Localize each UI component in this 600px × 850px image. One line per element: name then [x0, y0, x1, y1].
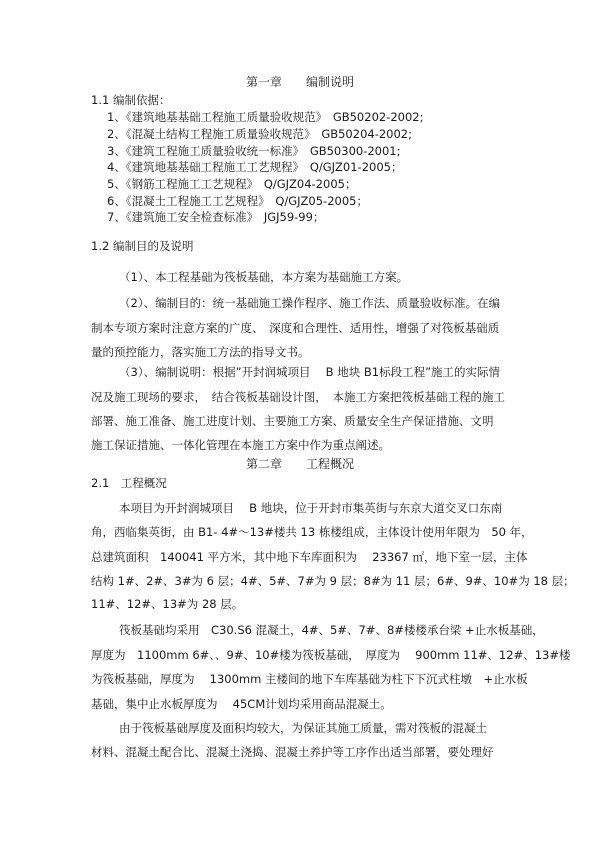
section-2-1-heading: 2.1 工程概况	[91, 476, 167, 490]
section-1-1-heading: 1.1 编制依据：	[91, 93, 171, 107]
reference-item: 3、《建筑工程施工质量验收统一标准》 GB50300-2001;	[107, 144, 401, 158]
text-line: 结构 1#、2#、3#为 6 层；4#、5#、7#为 9 层；8#为 11 层；6#、9#、10#为 18 层；	[91, 574, 575, 588]
text-line: 由于筏板基础厚度及面积均较大，为保证其施工质量，需对筏板的混凝土	[119, 721, 487, 735]
text-line: （3）、编制说明：根据”开封润城项目 B 地块 B1标段工程”施工的实际情	[119, 365, 501, 379]
text-line: 基础，集中止水板厚度为 45CM计划均采用商品混凝土。	[91, 697, 392, 711]
text-line: 材料、混凝土配合比、混凝土浇捣、混凝土养护等工序作出适当部署，要处理好	[91, 745, 494, 759]
text-line: 本项目为开封润城项目 B 地块，位于开封市集英街与东京大道交叉口东南	[119, 501, 503, 515]
reference-item: 6、《混凝土工程施工工艺规程》 Q/GJZ05-2005；	[107, 194, 368, 208]
chapter-2-title: 第二章 工程概况	[245, 457, 354, 471]
text-line: 11#、12#、13#为 28 层。	[91, 597, 244, 611]
text-line: 况及施工现场的要求， 结合筏板基础设计图， 本施工方案把筏板基础工程的施工	[91, 390, 505, 404]
reference-item: 7、《建筑施工安全检查标准》 JGJ59-99；	[107, 210, 325, 224]
text-line: 施工保证措施、一体化管理在本施工方案中作为重点阐述。	[91, 438, 390, 452]
reference-item: 1、《建筑地基基础工程施工质量验收规范》 GB50202-2002;	[107, 110, 424, 124]
text-line: 厚度为 1100mm 6#、、9#、10#楼为筏板基础， 厚度为 900mm 11#、12#、13#楼	[91, 648, 571, 662]
text-line: 部署、施工准备、施工进度计划、主要施工方案、质量安全生产保证措施、文明	[91, 414, 494, 428]
text-line: （2）、编制目的：统一基础施工操作程序、施工作法、质量验收标准。在编	[119, 296, 501, 310]
text-line: 筏板基础均采用 C30.S6 混凝土，4#、5#、7#、8#楼楼承台梁 +止水板基础，	[119, 623, 544, 637]
item-1-paragraph: （1）、本工程基础为筏板基础，本方案为基础施工方案。	[119, 270, 409, 284]
text-line: 量的预控能力，落实施工方法的指导文书。	[91, 345, 310, 359]
text-line: 总建筑面积 140041 平方米，其中地下车库面积为 23367 ㎡，地下室一层，主体	[91, 550, 528, 564]
chapter-1-title: 第一章 编制说明	[245, 75, 354, 89]
text-line: 为筏板基础，厚度为 1300mm 主楼间的地下车库基础为柱下下沉式柱墩 +止水板	[91, 672, 528, 686]
section-1-2-heading: 1.2 编制目的及说明	[91, 239, 194, 253]
reference-item: 2、《混凝土结构工程施工质量验收规范》 GB50204-2002;	[107, 127, 412, 141]
text-line: 制本专项方案时注意方案的广度、 深度和合理性、适用性，增强了对筏板基础质	[91, 321, 500, 335]
reference-item: 5、《钢筋工程施工工艺规程》 Q/GJZ04-2005；	[107, 177, 357, 191]
text-line: 角，西临集英街，由 B1- 4#～13#楼共 13 栋楼组成，主体设计使用年限为 50 年，	[91, 525, 533, 539]
reference-item: 4、《建筑地基基础工程施工工艺规程》 Q/GJZ01-2005；	[107, 160, 403, 174]
